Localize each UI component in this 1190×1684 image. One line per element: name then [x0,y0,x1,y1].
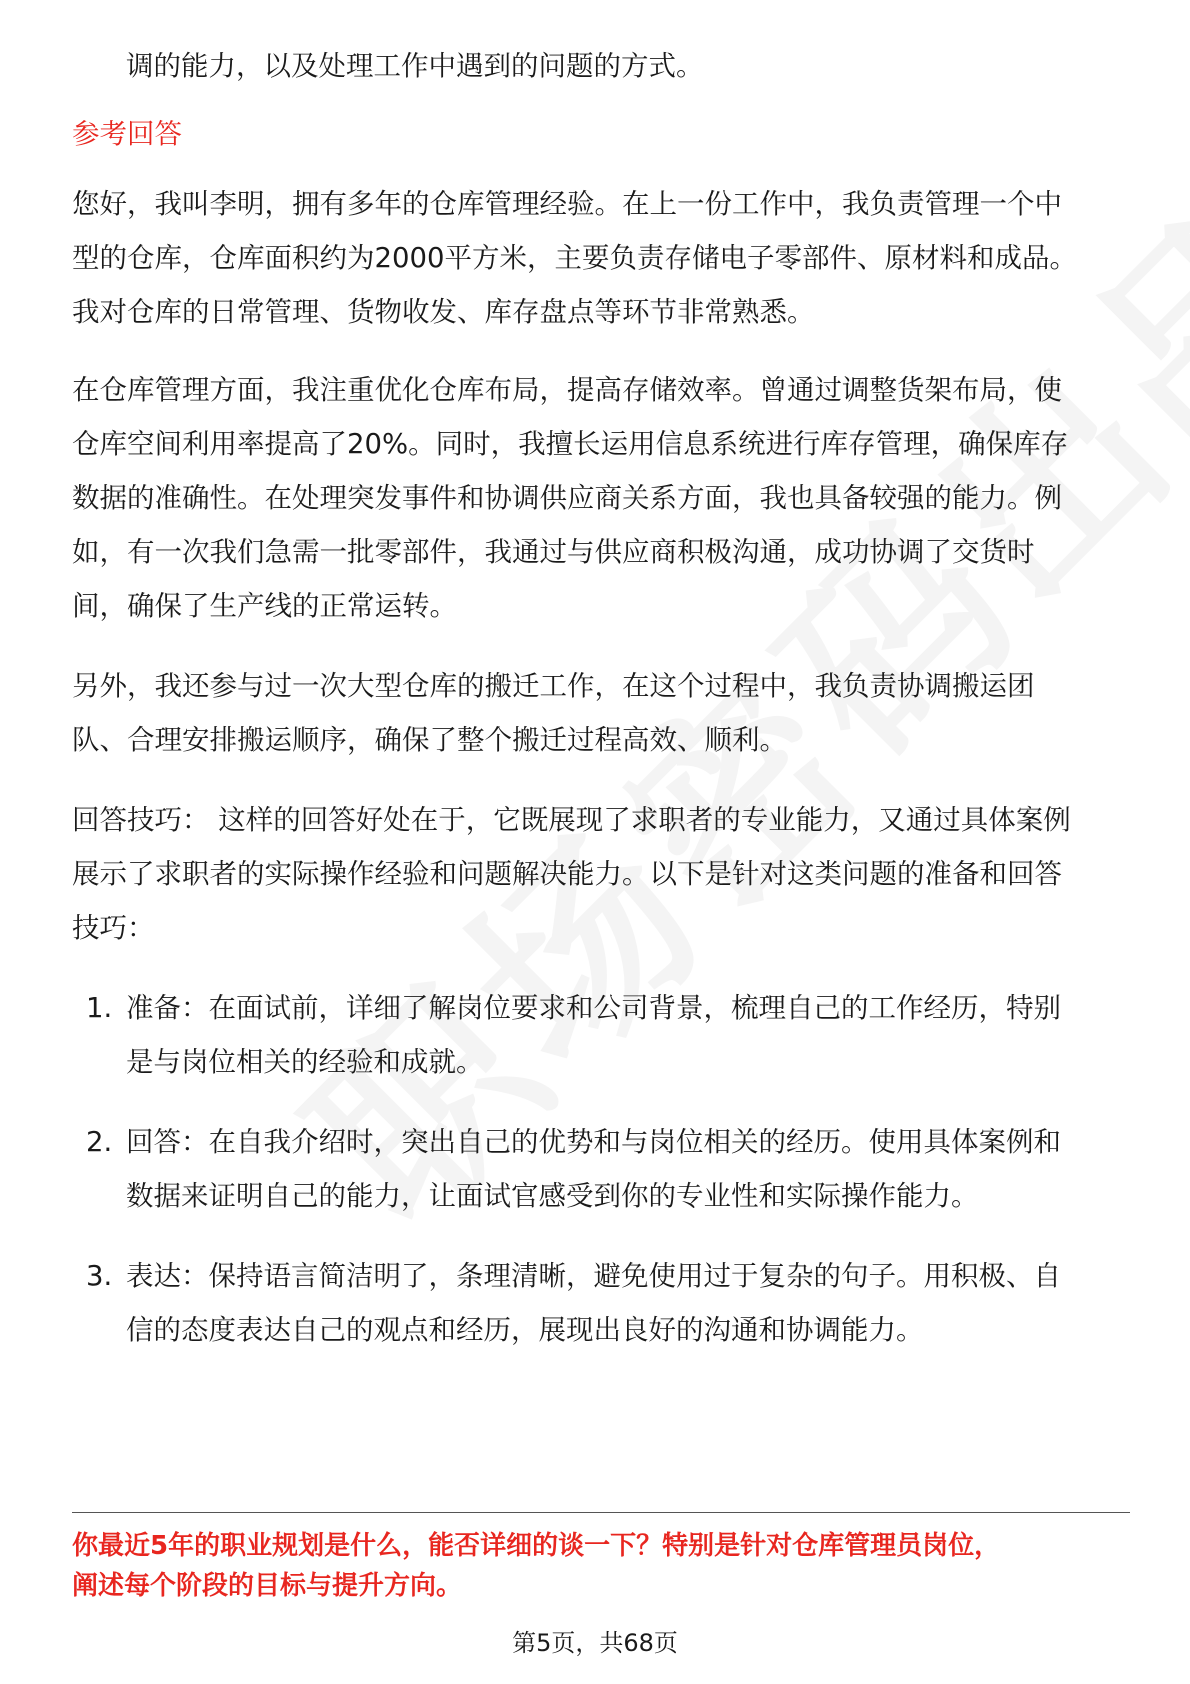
list-number: 1. [86,992,113,1024]
list-item-line: 数据来证明自己的能力，让面试官感受到你的专业性和实际操作能力。 [126,1180,979,1212]
paragraph-line: 另外，我还参与过一次大型仓库的搬迁工作，在这个过程中，我负责协调搬运团 [72,670,1035,702]
list-item-line: 准备：在面试前，详细了解岗位要求和公司背景，梳理自己的工作经历，特别 [126,992,1061,1024]
list-item-line: 是与岗位相关的经验和成就。 [126,1046,484,1078]
list-number: 2. [86,1126,113,1158]
paragraph-line: 在仓库管理方面，我注重优化仓库布局，提高存储效率。曾通过调整货架布局，使 [72,374,1062,406]
section-heading: 参考回答 [72,118,182,150]
page-footer: 第5页，共68页 [512,1629,678,1657]
paragraph-line: 我对仓库的日常管理、货物收发、库存盘点等环节非常熟悉。 [72,296,815,328]
next-question-line: 你最近5年的职业规划是什么，能否详细的谈一下？特别是针对仓库管理员岗位， [72,1531,1001,1561]
paragraph-line: 型的仓库，仓库面积约为2000平方米，主要负责存储电子零部件、原材料和成品。 [72,242,1077,274]
next-question-line: 阐述每个阶段的目标与提升方向。 [72,1571,463,1601]
list-number: 3. [86,1260,113,1292]
intro-line: 调的能力，以及处理工作中遇到的问题的方式。 [126,50,704,82]
list-item-line: 表达：保持语言简洁明了，条理清晰，避免使用过于复杂的句子。用积极、自 [126,1260,1061,1292]
paragraph-line: 展示了求职者的实际操作经验和问题解决能力。以下是针对这类问题的准备和回答 [72,858,1062,890]
list-item-line: 信的态度表达自己的观点和经历，展现出良好的沟通和协调能力。 [126,1314,924,1346]
paragraph-line: 您好，我叫李明，拥有多年的仓库管理经验。在上一份工作中，我负责管理一个中 [72,188,1062,220]
paragraph-line: 回答技巧： 这样的回答好处在于，它既展现了求职者的专业能力，又通过具体案例 [72,804,1071,836]
paragraph-line: 如，有一次我们急需一批零部件，我通过与供应商积极沟通，成功协调了交货时 [72,536,1035,568]
paragraph-line: 仓库空间利用率提高了20%。同时，我擅长运用信息系统进行库存管理，确保库存 [72,428,1069,460]
paragraph-line: 数据的准确性。在处理突发事件和协调供应商关系方面，我也具备较强的能力。例 [72,482,1062,514]
section-divider [72,1512,1130,1513]
paragraph-line: 队、合理安排搬运顺序，确保了整个搬迁过程高效、顺利。 [72,724,787,756]
paragraph-line: 技巧： [72,912,155,944]
list-item-line: 回答：在自我介绍时，突出自己的优势和与岗位相关的经历。使用具体案例和 [126,1126,1061,1158]
paragraph-line: 间，确保了生产线的正常运转。 [72,590,457,622]
